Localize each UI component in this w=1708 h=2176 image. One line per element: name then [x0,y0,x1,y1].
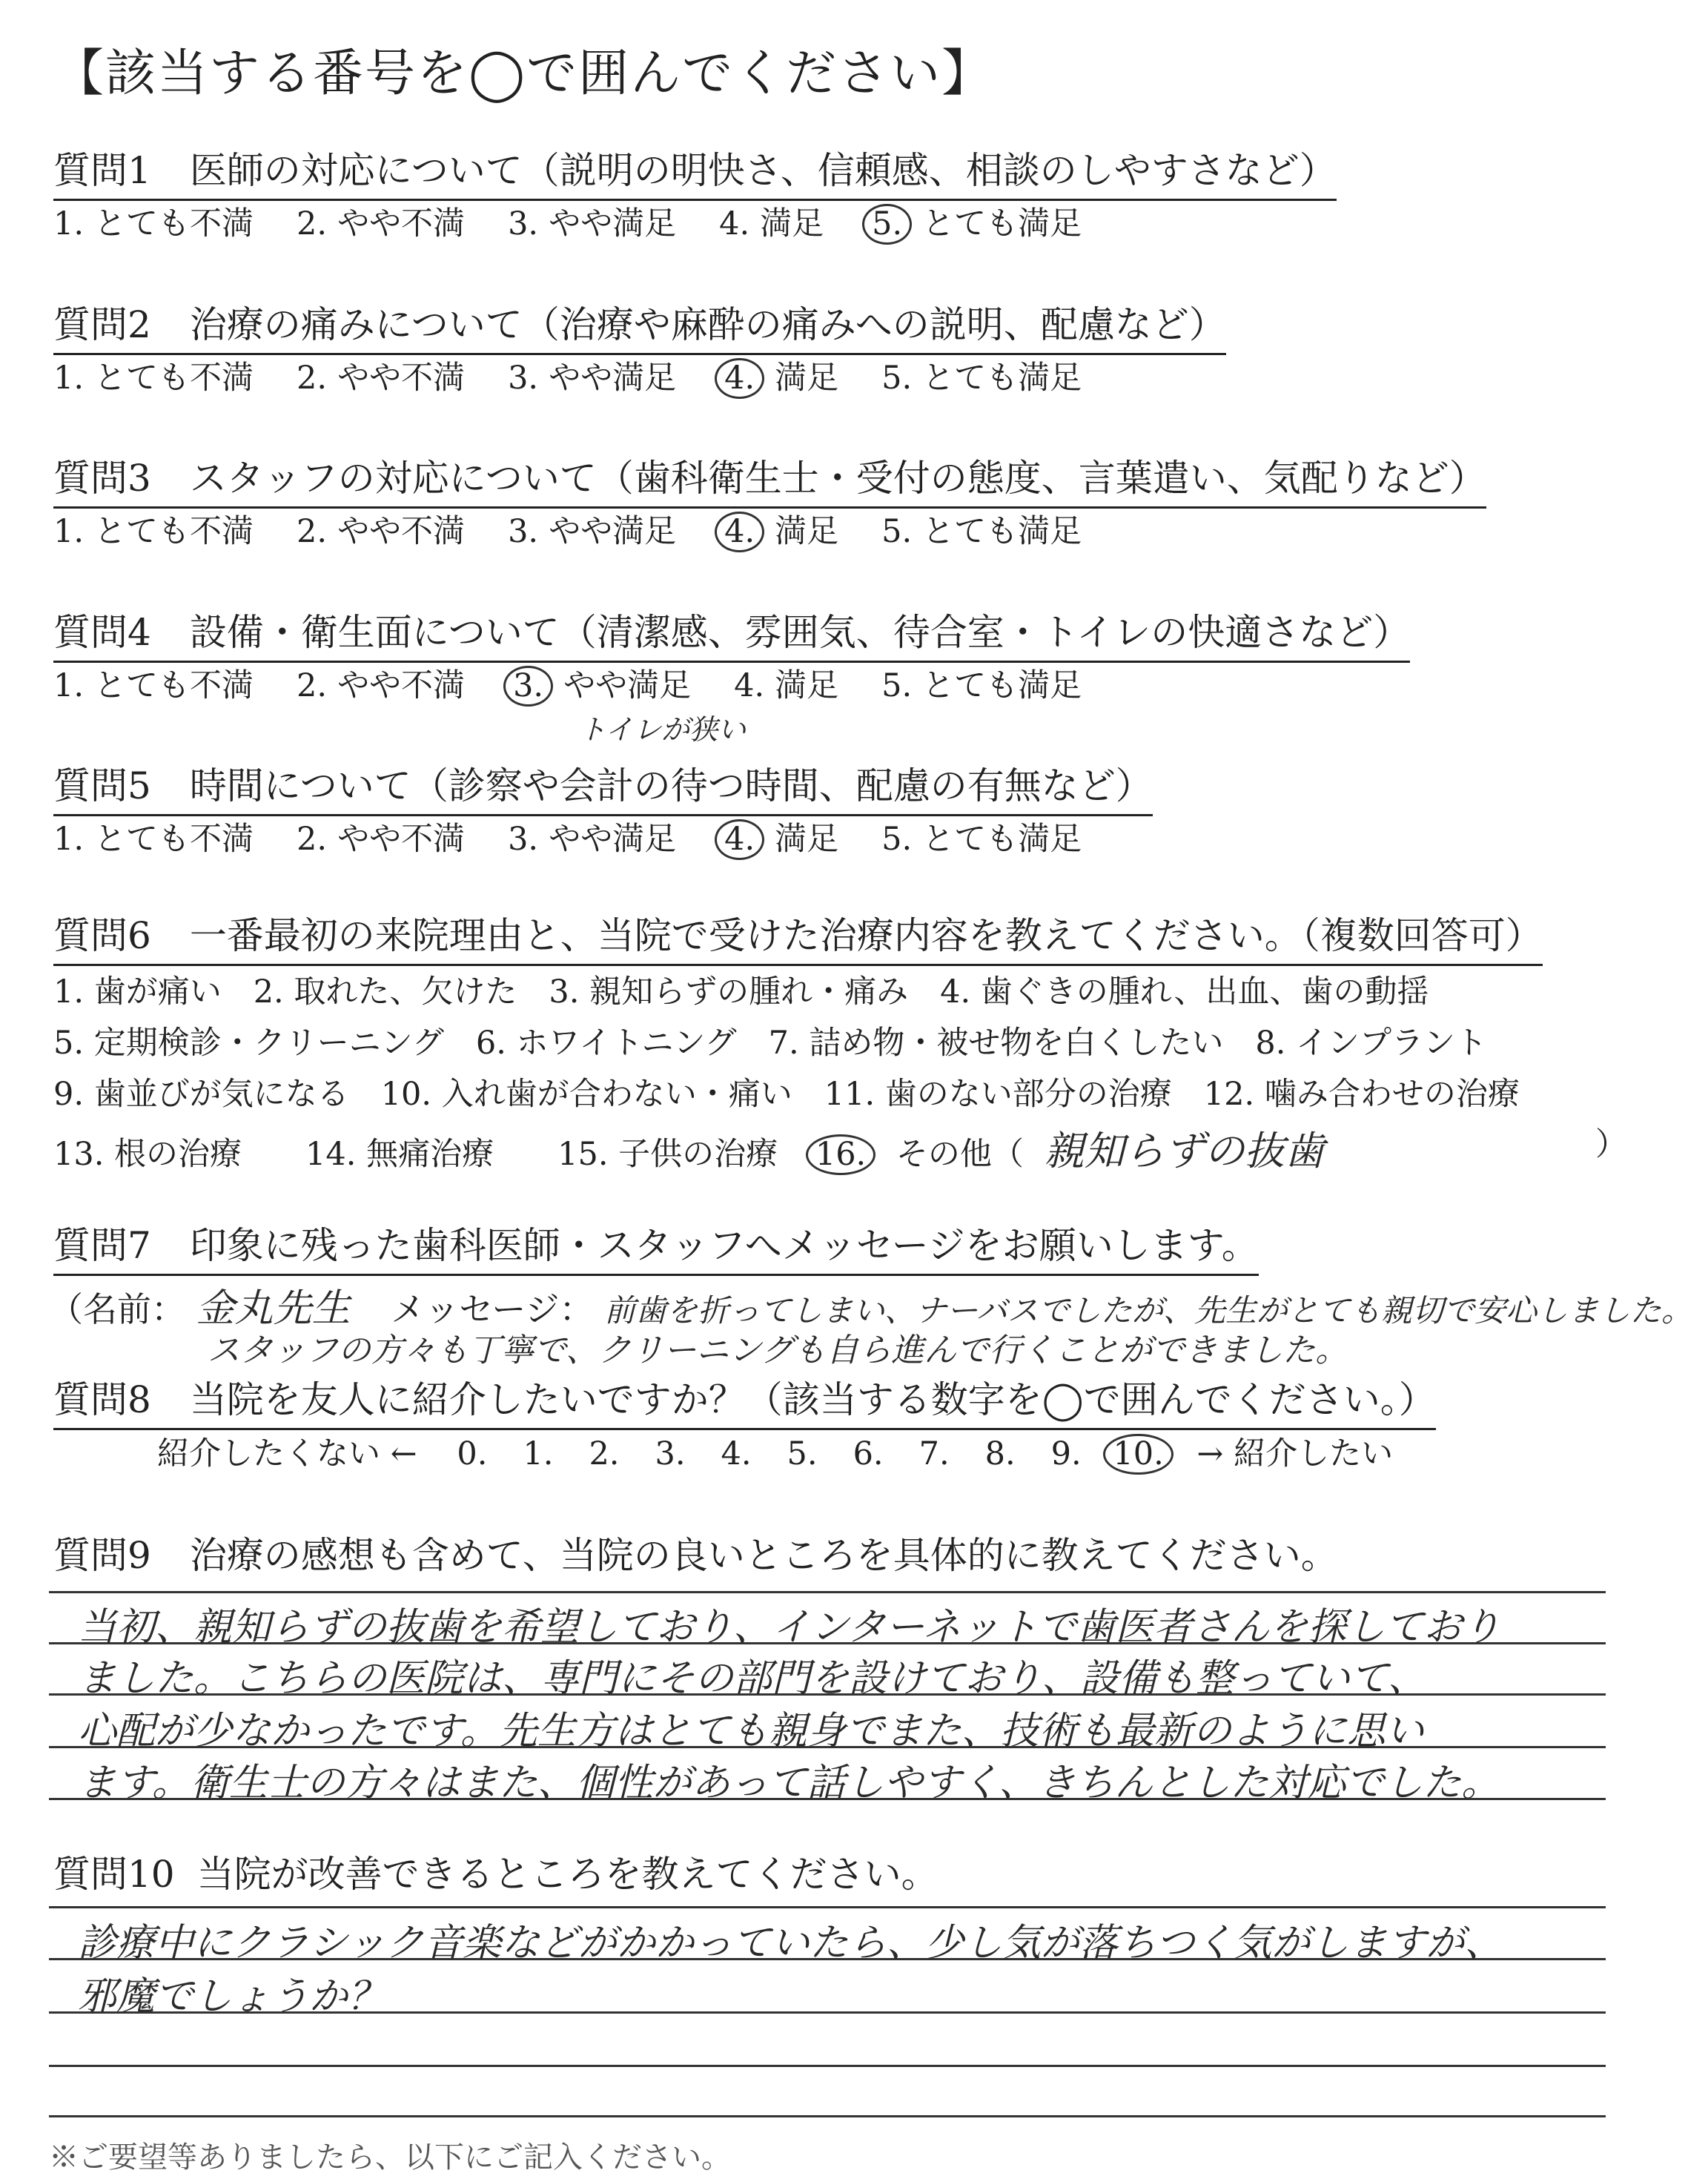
option-number[interactable]: 1. [53,513,85,550]
question-4-heading [53,603,1410,663]
other-label: その他（ [896,1136,1024,1173]
question-1-options[interactable] [53,199,1125,245]
scale-right-label: → 紹介したい [1196,1435,1394,1472]
option-label: 満足 [775,667,839,704]
other-close-paren: ） [1595,1126,1627,1163]
question-3-options[interactable] [53,506,1125,552]
question-8-heading [53,1370,1436,1430]
answer-rule [49,2115,1606,2117]
rating-option[interactable] [297,661,465,706]
message-handwritten-2: スタッフの方々も丁寧で、クリーニングも自ら進んで行くことができました。 [208,1332,1348,1369]
rating-option[interactable] [881,814,1082,859]
option-number[interactable]: 1. [53,667,85,704]
option-number[interactable]: 2. [297,360,328,397]
option-label: 満足 [775,513,839,550]
option-number[interactable]: 1. [53,360,85,397]
scale-number[interactable]: 5. [787,1435,818,1472]
other-answer-handwritten: 親知らずの抜歯 [1044,1128,1325,1174]
q10-answer-line: 邪魔でしょうか？ [78,1974,387,2019]
q6-option-row-2[interactable]: 5. 定期検診・クリーニング 6. ホワイトニング 7. 詰め物・被せ物を白くしたい 8. インプラント [53,1025,1488,1062]
rating-option[interactable] [297,814,465,859]
option-number[interactable]: 4. [734,667,765,704]
answer-rule [49,1906,1606,1908]
option-label: やや不満 [337,205,466,242]
question-3-heading [53,449,1486,509]
rating-option[interactable] [867,199,1082,245]
question-5-heading [53,756,1153,816]
scale-number[interactable]: 8. [984,1435,1016,1472]
recommend-scale[interactable] [157,1429,1393,1475]
option-label: やや不満 [337,667,466,704]
scale-left-label: 紹介したくない ← [157,1435,417,1472]
handwritten-note: トイレが狭い [578,713,747,746]
option-number[interactable]: 5. [881,513,913,550]
question-text: 医師の対応について（説明の明快さ、信頼感、相談のしやすさなど） [189,149,1337,192]
rating-option[interactable] [297,506,465,552]
option-number[interactable]: 5. [881,360,913,397]
question-label: 質問1 [53,149,151,192]
scale-number[interactable]: 2. [589,1435,620,1472]
option-label: やや不満 [337,360,466,397]
option-number[interactable]: 3. [508,360,539,397]
rating-option[interactable] [881,661,1082,706]
name-label: （名前： [49,1289,185,1329]
rating-option[interactable] [508,661,691,707]
option-label: とても満足 [922,205,1082,242]
rating-option[interactable] [508,199,676,244]
q9-answer-line: 心配が少なかったです。先生方はとても親身でまた、技術も最新のように思い [78,1709,1424,1753]
question-label: 質問3 [53,457,151,500]
scale-number[interactable]: 6. [853,1435,884,1472]
question-text: 印象に残った歯科医師・スタッフへメッセージをお願いします。 [189,1224,1259,1267]
question-text: 治療の感想も含めて、当院の良いところを具体的に教えてください。 [189,1534,1338,1577]
selected-option-circle[interactable]: 3. [503,666,553,707]
question-label: 質問8 [53,1378,151,1421]
q6-option-row-4[interactable] [53,1120,1627,1177]
footer-note: ※ご要望等ありましたら、以下にご記入ください。 [49,2140,731,2175]
rating-option[interactable] [53,661,254,706]
rating-option[interactable] [297,353,465,398]
rating-option[interactable] [508,814,676,859]
scale-numbers[interactable] [427,1435,1081,1472]
option-label: とても満足 [922,360,1082,397]
rating-option[interactable] [53,814,254,859]
question-7-heading [53,1216,1259,1276]
option-label: やや不満 [337,513,466,550]
page-title: 【該当する番号を◯で囲んでください】 [53,44,994,103]
option-label: やや満足 [549,205,677,242]
selected-option-circle[interactable]: 4. [715,512,764,552]
question-label: 質問4 [53,611,151,654]
question-text: 治療の痛みについて（治療や麻酔の痛みへの説明、配慮など） [189,303,1226,346]
option-number[interactable]: 3. [508,513,539,550]
option-label: やや満足 [563,667,692,704]
question-text: 当院を友人に紹介したいですか？（該当する数字を◯で囲んでください。） [189,1378,1436,1421]
option-label: 満足 [775,360,839,397]
q9-answer-line: ました。こちらの医院は、専門にその部門を設けており、設備も整っていて、 [78,1656,1426,1701]
answer-rule [49,1591,1606,1593]
rating-option[interactable] [719,353,838,399]
rating-option[interactable] [53,199,254,244]
question-6-heading [53,906,1543,966]
scale-number[interactable]: 1. [523,1435,554,1472]
question-text: 設備・衛生面について（清潔感、雰囲気、待合室・トイレの快適さなど） [189,611,1411,654]
question-2-options[interactable] [53,353,1125,399]
rating-option[interactable] [719,199,824,244]
rating-option[interactable] [881,353,1082,398]
q6-option-row-3[interactable]: 9. 歯並びが気になる 10. 入れ歯が合わない・痛い 11. 歯のない部分の治療 12. 噛み合わせの治療 [53,1076,1520,1113]
rating-option[interactable] [734,661,838,706]
answer-rule [49,2065,1606,2067]
rating-option[interactable] [719,506,838,552]
option-label: とても不満 [94,513,254,550]
message-label: メッセージ： [391,1289,594,1329]
selected-scale-circle[interactable]: 10. [1103,1434,1173,1475]
question-5-options[interactable] [53,814,1125,860]
option-label: やや満足 [549,821,677,858]
scale-number[interactable]: 3. [655,1435,686,1472]
selected-option-circle[interactable]: 16. [806,1134,875,1175]
question-10-heading [53,1845,939,1902]
question-4-options[interactable] [53,661,1125,707]
question-9-heading [53,1526,1338,1584]
rating-option[interactable] [881,506,1082,552]
question-label: 質問6 [53,914,151,957]
option-number[interactable]: 1. [53,205,85,242]
question-2-heading [53,295,1226,355]
q10-answer-line: 診療中にクラシック音楽などがかかっていたら、少し気が落ちつく気がしますが、 [78,1921,1503,1965]
q6-options-13-15: 13. 根の治療 14. 無痛治療 15. 子供の治療 [53,1136,778,1173]
option-label: やや満足 [549,513,677,550]
scale-number[interactable]: 9. [1050,1435,1082,1472]
q6-option-row-1[interactable]: 1. 歯が痛い 2. 取れた、欠けた 3. 親知らずの腫れ・痛み 4. 歯ぐきの腫れ、出血、歯の動揺 [53,973,1429,1011]
scale-number[interactable]: 7. [918,1435,950,1472]
option-number[interactable]: 2. [297,821,328,858]
rating-option[interactable] [297,199,465,244]
question-text: 一番最初の来院理由と、当院で受けた治療内容を教えてください。（複数回答可） [189,914,1543,957]
rating-option[interactable] [53,353,254,398]
q9-answer-line: ます。衛生士の方々はまた、個性があって話しやすく、きちんとした対応でした。 [78,1761,1500,1805]
question-label: 質問10 [53,1853,175,1896]
scale-number[interactable]: 0. [457,1435,488,1472]
selected-option-circle[interactable]: 4. [715,819,764,860]
question-text: 当院が改善できるところを教えてください。 [196,1853,939,1896]
option-number[interactable]: 5. [881,821,913,858]
option-label: とても満足 [922,821,1082,858]
option-label: とても不満 [94,821,254,858]
question-label: 質問7 [53,1224,151,1267]
option-number[interactable]: 2. [297,513,328,550]
selected-option-circle[interactable]: 5. [862,204,912,245]
option-label: とても不満 [94,667,254,704]
question-text: 時間について（診察や会計の待つ時間、配慮の有無など） [189,764,1153,807]
question-label: 質問5 [53,764,151,807]
option-number[interactable]: 5. [881,667,913,704]
name-value-handwritten: 金丸先生 [196,1286,351,1331]
option-label: とても不満 [94,205,254,242]
option-number[interactable]: 2. [297,205,328,242]
question-label: 質問2 [53,303,151,346]
option-number[interactable]: 3. [508,205,539,242]
option-label: やや不満 [337,821,466,858]
selected-option-circle[interactable]: 4. [715,358,764,399]
scale-number[interactable]: 4. [721,1435,752,1472]
option-label: 満足 [775,821,839,858]
rating-option[interactable] [508,353,676,398]
question-label: 質問9 [53,1534,151,1577]
option-number[interactable]: 4. [719,205,750,242]
option-number[interactable]: 3. [508,821,539,858]
question-1-heading [53,141,1337,201]
message-handwritten-1: 前歯を折ってしまい、ナーバスでしたが、先生がとても親切で安心しました。 [604,1292,1693,1329]
option-label: やや満足 [549,360,677,397]
option-label: 満足 [760,205,824,242]
rating-option[interactable] [719,814,838,860]
option-label: とても満足 [922,513,1082,550]
option-label: とても満足 [922,667,1082,704]
question-text: スタッフの対応について（歯科衛生士・受付の態度、言葉遣い、気配りなど） [189,457,1486,500]
option-number[interactable]: 1. [53,821,85,858]
rating-option[interactable] [53,506,254,552]
option-label: とても不満 [94,360,254,397]
q9-answer-line: 当初、親知らずの抜歯を希望しており、インターネットで歯医者さんを探しており [78,1605,1501,1650]
option-number[interactable]: 2. [297,667,328,704]
rating-option[interactable] [508,506,676,552]
